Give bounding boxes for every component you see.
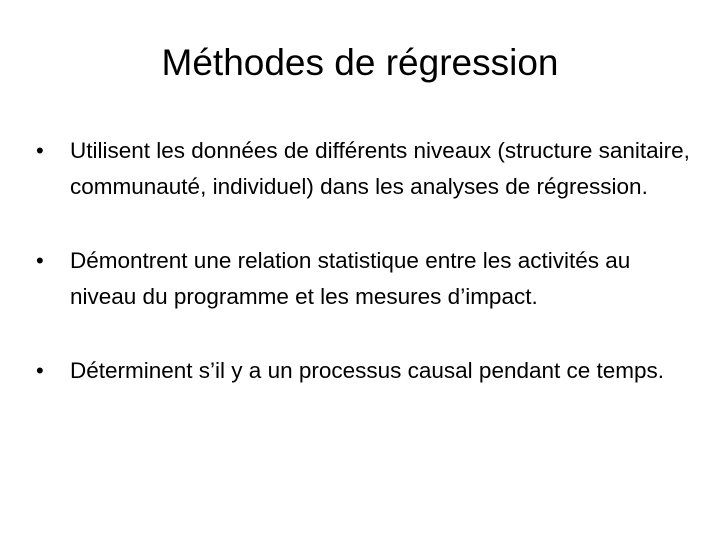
slide-title: Méthodes de régression	[161, 42, 559, 83]
bullet-icon: •	[36, 138, 44, 163]
bullet-icon: •	[36, 358, 44, 383]
bullet-icon: •	[36, 248, 44, 273]
bullet-list	[36, 133, 696, 427]
bullet-item	[36, 353, 696, 389]
bullet-item	[36, 133, 696, 205]
bullet-item	[36, 243, 696, 315]
bullet-text: Utilisent les données de différents niveaux (structure sanitaire, communauté, individuel) dans les analyses de régression.	[70, 138, 690, 199]
bullet-text: Déterminent s’il y a un processus causal pendant ce temps.	[70, 358, 665, 383]
bullet-text: Démontrent une relation statistique entre les activités au niveau du programme et les mesures d’impact.	[70, 248, 631, 309]
